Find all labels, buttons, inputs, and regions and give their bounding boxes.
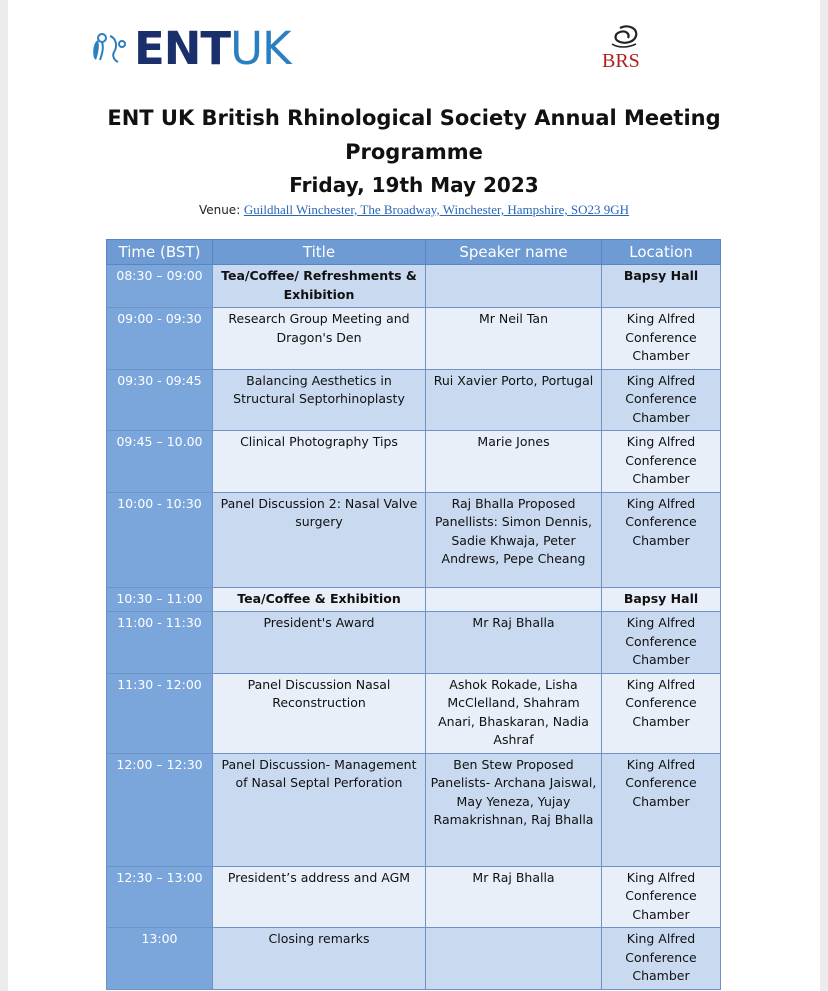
row-location: King Alfred Conference Chamber (602, 492, 721, 587)
table-row (107, 673, 721, 753)
meeting-date: Friday, 19th May 2023 (289, 173, 539, 197)
row-location: King Alfred Conference Chamber (602, 431, 721, 493)
row-speaker: Ben Stew Proposed Panelists- Archana Jaiswal, May Yeneza, Yujay Ramakrishnan, Raj Bhalla (426, 753, 602, 866)
row-speaker (426, 928, 602, 990)
row-time: 13:00 (107, 928, 213, 990)
row-location: King Alfred Conference Chamber (602, 866, 721, 928)
row-location: King Alfred Conference Chamber (602, 928, 721, 990)
brs-logo (598, 22, 658, 78)
row-title: Clinical Photography Tips (213, 431, 426, 493)
row-title: Closing remarks (213, 928, 426, 990)
row-time: 11:30 - 12:00 (107, 673, 213, 753)
table-row (107, 308, 721, 370)
row-title: Panel Discussion Nasal Reconstruction (213, 673, 426, 753)
entuk-figure-icon (88, 28, 130, 68)
table-row (107, 866, 721, 928)
header-location: Location (602, 240, 721, 265)
header-title: Title (213, 240, 426, 265)
row-title: Tea/Coffee & Exhibition (213, 587, 426, 612)
row-title: President's Award (213, 612, 426, 674)
row-title: President’s address and AGM (213, 866, 426, 928)
row-speaker: Raj Bhalla Proposed Panellists: Simon Dennis, Sadie Khwaja, Peter Andrews, Pepe Cheang (426, 492, 602, 587)
row-speaker (426, 265, 602, 308)
table-row (107, 369, 721, 431)
row-speaker (426, 587, 602, 612)
entuk-logo (88, 21, 291, 75)
row-speaker: Mr Neil Tan (426, 308, 602, 370)
row-time: 09:00 - 09:30 (107, 308, 213, 370)
table-row (107, 753, 721, 866)
row-time: 12:30 – 13:00 (107, 866, 213, 928)
programme-table (106, 239, 721, 990)
table-row (107, 431, 721, 493)
table-row (107, 612, 721, 674)
table-row (107, 928, 721, 990)
row-speaker: Ashok Rokade, Lisha McClelland, Shahram Anari, Bhaskaran, Nadia Ashraf (426, 673, 602, 753)
table-row (107, 265, 721, 308)
row-time: 10:30 – 11:00 (107, 587, 213, 612)
row-speaker: Marie Jones (426, 431, 602, 493)
row-speaker: Mr Raj Bhalla (426, 612, 602, 674)
title-line-1: ENT UK British Rhinological Society Annual Meeting (107, 106, 721, 130)
row-title: Balancing Aesthetics in Structural Septorhinoplasty (213, 369, 426, 431)
row-location: King Alfred Conference Chamber (602, 308, 721, 370)
row-title: Panel Discussion- Management of Nasal Septal Perforation (213, 753, 426, 866)
row-title: Tea/Coffee/ Refreshments & Exhibition (213, 265, 426, 308)
row-location: Bapsy Hall (602, 265, 721, 308)
row-time: 09:30 - 09:45 (107, 369, 213, 431)
row-time: 10:00 - 10:30 (107, 492, 213, 587)
row-title: Research Group Meeting and Dragon's Den (213, 308, 426, 370)
row-time: 09:45 – 10.00 (107, 431, 213, 493)
table-row (107, 587, 721, 612)
logo-ent-text: ENT (134, 21, 231, 75)
venue-address-link[interactable]: Guildhall Winchester, The Broadway, Winchester, Hampshire, SO23 9GH (243, 202, 630, 217)
row-speaker: Rui Xavier Porto, Portugal (426, 369, 602, 431)
row-location: King Alfred Conference Chamber (602, 369, 721, 431)
table-row (107, 492, 721, 587)
title-line-2: Programme (345, 140, 483, 164)
row-title: Panel Discussion 2: Nasal Valve surgery (213, 492, 426, 587)
row-time: 12:00 – 12:30 (107, 753, 213, 866)
header-time: Time (BST) (107, 240, 213, 265)
header-speaker: Speaker name (426, 240, 602, 265)
row-speaker: Mr Raj Bhalla (426, 866, 602, 928)
row-location: Bapsy Hall (602, 587, 721, 612)
table-header-row (107, 240, 721, 265)
row-location: King Alfred Conference Chamber (602, 612, 721, 674)
venue-label: Venue: (198, 203, 241, 217)
row-location: King Alfred Conference Chamber (602, 673, 721, 753)
row-time: 11:00 - 11:30 (107, 612, 213, 674)
logo-uk-text: UK (230, 21, 291, 75)
brs-logo-text: BRS (602, 50, 640, 72)
venue-line (0, 202, 828, 218)
row-time: 08:30 – 09:00 (107, 265, 213, 308)
row-location: King Alfred Conference Chamber (602, 753, 721, 866)
